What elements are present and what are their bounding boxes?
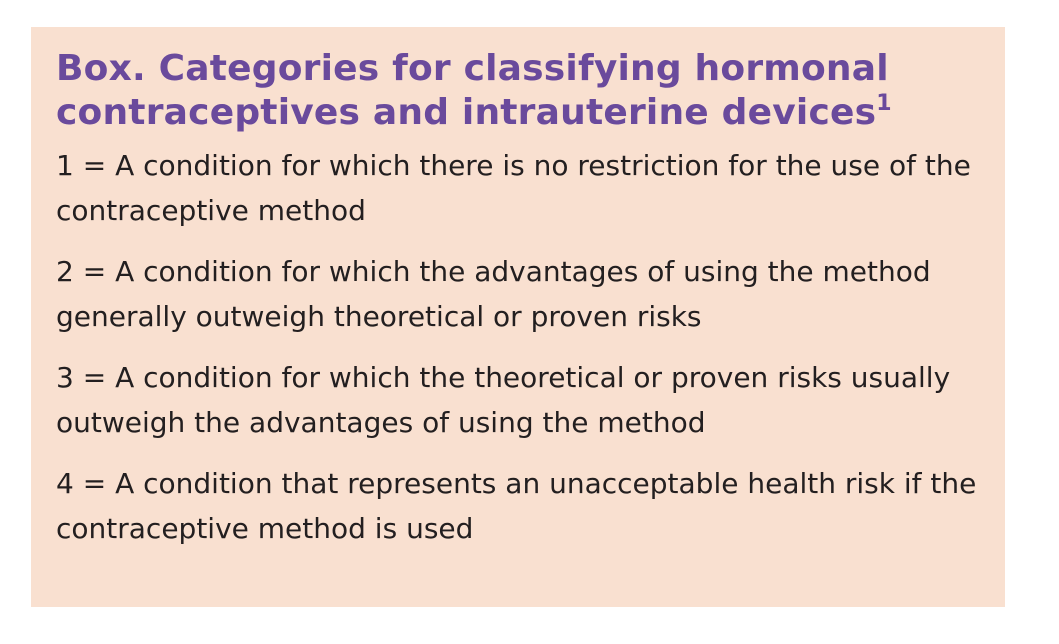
box-title [56, 47, 981, 135]
category-item-2: 2 = A condition for which the advantages of using the method generally outweigh theoretical or proven risks [56, 255, 931, 333]
footnote-marker: 1 [876, 91, 892, 116]
box-title-text: Box. Categories for classifying hormonal contraceptives and intrauterine devices [56, 48, 889, 133]
categories-box [31, 27, 1005, 607]
category-item-4: 4 = A condition that represents an unacceptable health risk if the contraceptive method is used [56, 467, 977, 545]
category-item-3: 3 = A condition for which the theoretical or proven risks usually outweigh the advantages of using the method [56, 361, 951, 439]
category-item-1: 1 = A condition for which there is no restriction for the use of the contraceptive method [56, 149, 971, 227]
